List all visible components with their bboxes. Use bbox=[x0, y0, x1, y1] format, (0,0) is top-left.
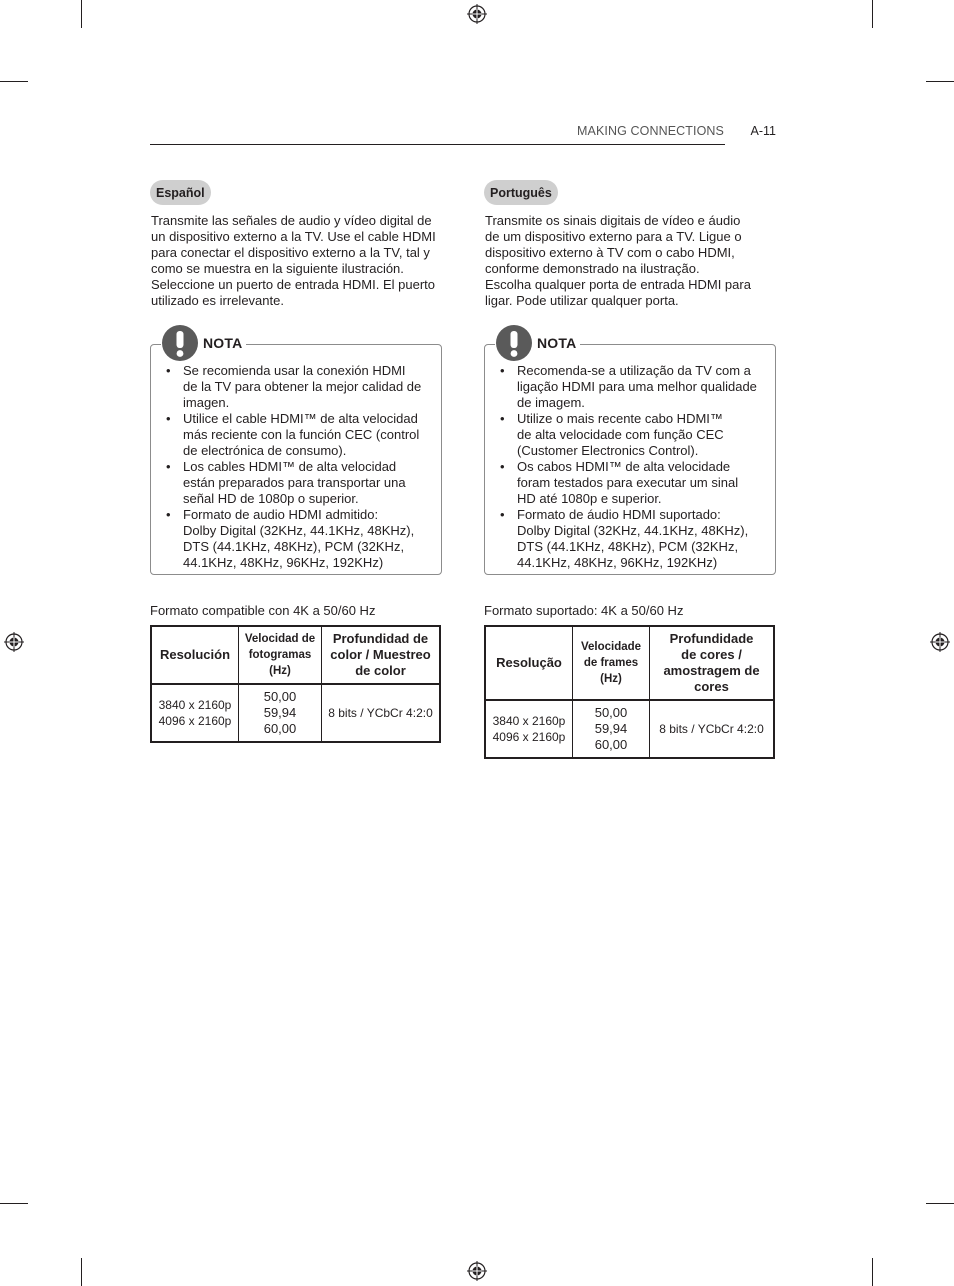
table-header-row bbox=[151, 626, 440, 684]
format-table bbox=[484, 625, 775, 759]
table-header-cell: Resolução bbox=[485, 626, 573, 700]
note-item: • Los cables HDMI™ de alta velocidad están preparados para transportar una señal HD de 1080p o superior. bbox=[161, 459, 429, 507]
exclamation-icon bbox=[495, 324, 533, 362]
exclamation-icon bbox=[161, 324, 199, 362]
table-cell: 8 bits / YCbCr 4:2:0 bbox=[650, 700, 775, 758]
note-item: • Formato de audio HDMI admitido: Dolby Digital (32KHz, 44.1KHz, 48KHz), DTS (44.1KHz, 48KHz), PCM (32KHz, 44.1KHz, 48KHz, 96KHz, 192KHz) bbox=[161, 507, 429, 571]
page-number: A-11 bbox=[750, 124, 776, 138]
section-title: MAKING CONNECTIONS bbox=[577, 124, 724, 138]
note-title: NOTA bbox=[537, 335, 577, 351]
crop-mark bbox=[872, 1258, 873, 1286]
page-header bbox=[150, 122, 776, 146]
registration-mark-icon bbox=[467, 1261, 487, 1281]
table-cell: 3840 x 2160p 4096 x 2160p bbox=[485, 700, 573, 758]
header-rule bbox=[150, 144, 725, 145]
table-header-cell: Profundidad de color / Muestreo de color bbox=[322, 626, 441, 684]
crop-mark bbox=[926, 1203, 954, 1204]
table-cell: 3840 x 2160p 4096 x 2160p bbox=[151, 684, 239, 742]
column-portugues bbox=[484, 180, 776, 759]
table-cell: 8 bits / YCbCr 4:2:0 bbox=[322, 684, 441, 742]
format-table bbox=[150, 625, 441, 743]
note-box bbox=[150, 335, 442, 575]
crop-mark bbox=[81, 1258, 82, 1286]
table-header-row bbox=[485, 626, 774, 700]
registration-mark-icon bbox=[930, 632, 950, 652]
registration-mark-icon bbox=[467, 4, 487, 24]
table-cell: 50,00 59,94 60,00 bbox=[239, 684, 322, 742]
table-header-cell: Velocidade de frames (Hz) bbox=[573, 626, 650, 700]
language-label: Português bbox=[484, 180, 558, 205]
table-header-cell: Resolución bbox=[151, 626, 239, 684]
note-item: • Se recomienda usar la conexión HDMI de la TV para obtener la mejor calidad de imagen. bbox=[161, 363, 429, 411]
crop-mark bbox=[81, 0, 82, 28]
note-item: • Os cabos HDMI™ de alta velocidade foram testados para executar um sinal HD até 1080p e superior. bbox=[495, 459, 763, 507]
note-list bbox=[161, 363, 429, 571]
note-item: • Recomenda-se a utilização da TV com a ligação HDMI para uma melhor qualidade de imagem. bbox=[495, 363, 763, 411]
registration-mark-icon bbox=[4, 632, 24, 652]
note-item: • Formato de áudio HDMI suportado: Dolby Digital (32KHz, 44.1KHz, 48KHz), DTS (44.1KHz, 48KHz), PCM (32KHz, 44.1KHz, 48KHz, 96KHz, 192KHz) bbox=[495, 507, 763, 571]
intro-text: Transmite las señales de audio y vídeo digital de un dispositivo externo a la TV. Use el cable HDMI para conectar el dispositivo externo a la TV, tal y como se muestra en la siguiente ilustración. Seleccione un puerto de entrada HDMI. El puerto utilizado es irrelevante. bbox=[151, 213, 436, 308]
column-espanol bbox=[150, 180, 442, 743]
crop-mark bbox=[0, 1203, 28, 1204]
table-row bbox=[485, 700, 774, 758]
crop-mark bbox=[0, 81, 28, 82]
table-header-cell: Profundidade de cores / amostragem de cores bbox=[650, 626, 775, 700]
note-item: • Utilize o mais recente cabo HDMI™ de alta velocidade com função CEC (Customer Electronics Control). bbox=[495, 411, 763, 459]
crop-mark bbox=[926, 81, 954, 82]
note-header bbox=[495, 324, 580, 362]
format-caption: Formato suportado: 4K a 50/60 Hz bbox=[484, 603, 684, 618]
note-box bbox=[484, 335, 776, 575]
format-caption: Formato compatible con 4K a 50/60 Hz bbox=[150, 603, 376, 618]
note-item: • Utilice el cable HDMI™ de alta velocidad más reciente con la función CEC (control de electrónica de consumo). bbox=[161, 411, 429, 459]
table-header-cell: Velocidad de fotogramas (Hz) bbox=[239, 626, 322, 684]
table-row bbox=[151, 684, 440, 742]
crop-mark bbox=[872, 0, 873, 28]
note-header bbox=[161, 324, 246, 362]
language-label: Español bbox=[150, 180, 211, 205]
table-cell: 50,00 59,94 60,00 bbox=[573, 700, 650, 758]
intro-text: Transmite os sinais digitais de vídeo e áudio de um dispositivo externo para a TV. Ligue o dispositivo externo à TV com o cabo HDMI, conforme demonstrado na ilustração. Escolha qualquer porta de entrada HDMI para ligar. Pode utilizar qualquer porta. bbox=[485, 213, 751, 308]
note-list bbox=[495, 363, 763, 571]
note-title: NOTA bbox=[203, 335, 243, 351]
